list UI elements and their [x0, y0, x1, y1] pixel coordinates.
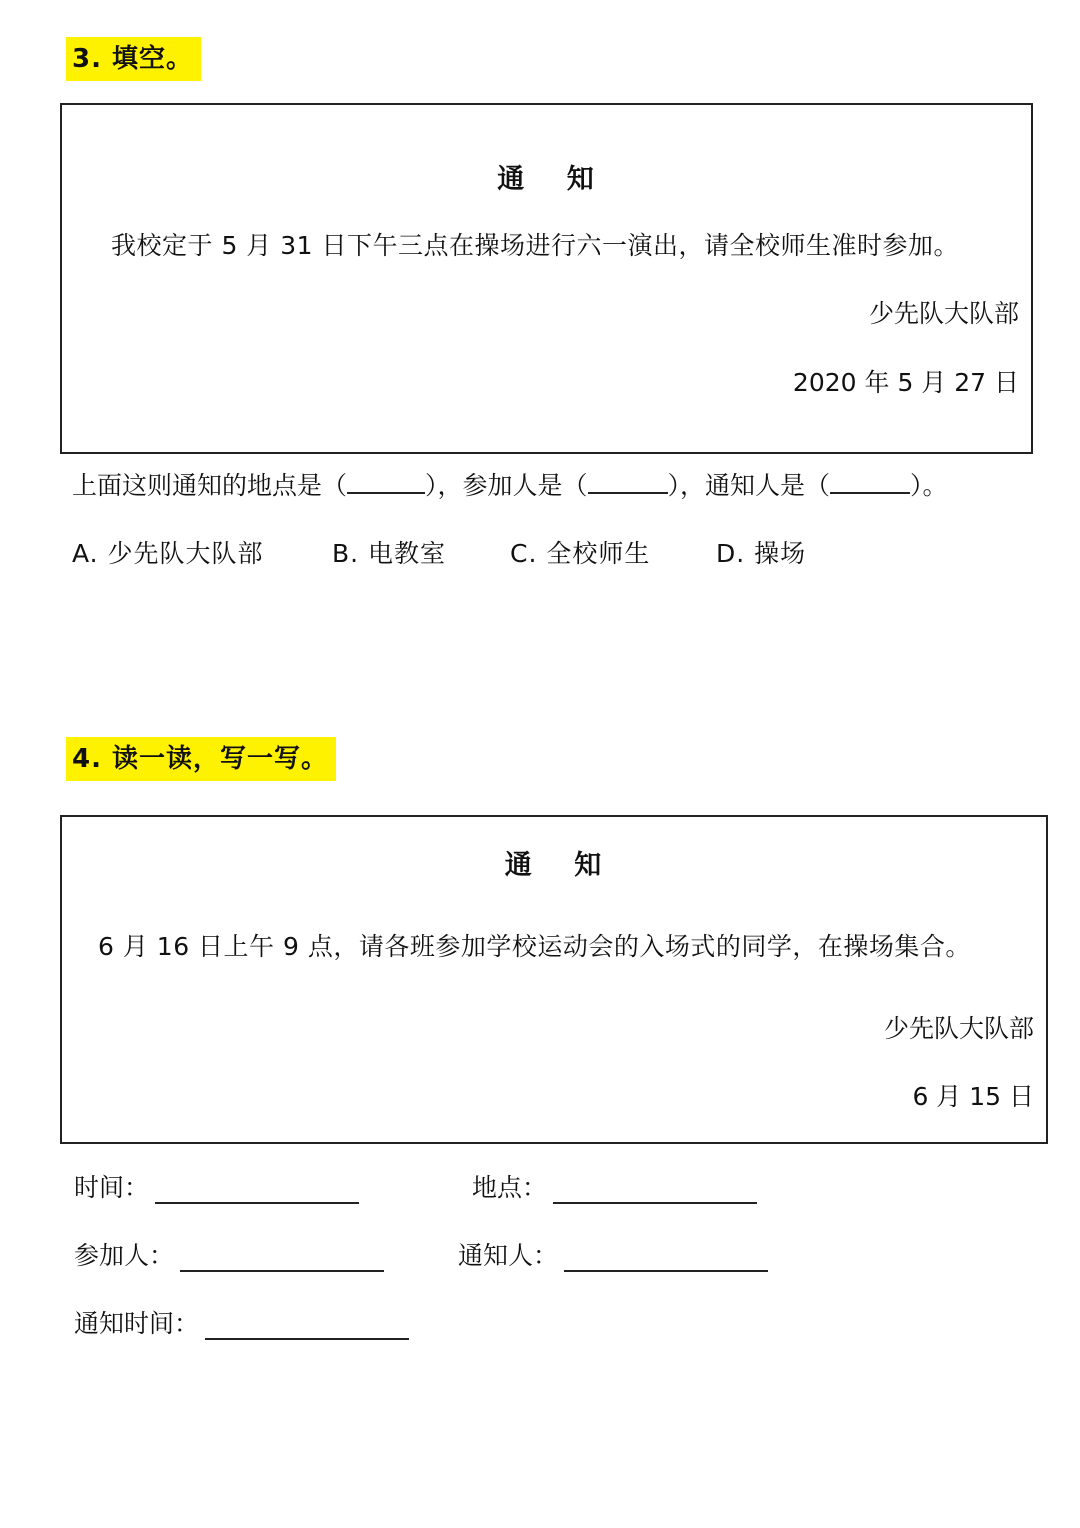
- q3-question: [72, 466, 948, 502]
- q3-option-a[interactable]: A. 少先队大队部: [72, 539, 264, 568]
- q4-field-time: [74, 1168, 359, 1204]
- q4-notifier-input[interactable]: [564, 1242, 768, 1272]
- q4-notice-time-input[interactable]: [205, 1310, 409, 1340]
- q4-field-notifier: [458, 1236, 768, 1272]
- q3-blank-place[interactable]: [347, 470, 425, 494]
- q3-notice-title: 通 知: [497, 164, 596, 195]
- q3-question-part1: 上面这则通知的地点是（: [72, 471, 348, 500]
- q3-notice-body: 我校定于 5 月 31 日下午三点在操场进行六一演出，请全校师生准时参加。: [111, 231, 960, 260]
- q4-notice-signer: 少先队大队部: [883, 1014, 1034, 1043]
- q3-question-part3: ），通知人是（: [667, 471, 831, 500]
- q4-participants-input[interactable]: [180, 1242, 384, 1272]
- q4-notice-time-label: 通知时间：: [74, 1309, 200, 1338]
- q3-blank-notifier[interactable]: [830, 470, 910, 494]
- q3-heading: 3. 填空。: [66, 37, 201, 81]
- q4-notice-date: 6 月 15 日: [912, 1082, 1034, 1111]
- q4-notifier-label: 通知人：: [458, 1241, 559, 1270]
- q3-option-d[interactable]: D. 操场: [716, 539, 807, 568]
- q4-time-input[interactable]: [155, 1174, 359, 1204]
- q3-option-b[interactable]: B. 电教室: [332, 539, 447, 568]
- q3-option-c[interactable]: C. 全校师生: [510, 539, 651, 568]
- q4-field-participants: [74, 1236, 384, 1272]
- q4-place-label: 地点：: [472, 1173, 548, 1202]
- q4-notice-title: 通 知: [504, 850, 604, 881]
- q3-question-part2: ），参加人是（: [425, 471, 588, 500]
- q3-notice-date: 2020 年 5 月 27 日: [792, 368, 1019, 397]
- q3-notice-signer: 少先队大队部: [868, 299, 1019, 328]
- q4-notice-body: 6 月 16 日上午 9 点，请各班参加学校运动会的入场式的同学，在操场集合。: [98, 932, 971, 961]
- q4-heading: 4. 读一读，写一写。: [66, 737, 336, 781]
- q4-participants-label: 参加人：: [74, 1241, 175, 1270]
- q4-field-place: [472, 1168, 757, 1204]
- q4-place-input[interactable]: [553, 1174, 757, 1204]
- q4-notice-box: [60, 815, 1048, 1144]
- q4-field-notice-time: [74, 1304, 409, 1340]
- q3-question-part4: ）。: [910, 471, 948, 500]
- q3-notice-box: [60, 103, 1033, 454]
- q3-blank-participants[interactable]: [588, 470, 668, 494]
- q4-time-label: 时间：: [74, 1173, 150, 1202]
